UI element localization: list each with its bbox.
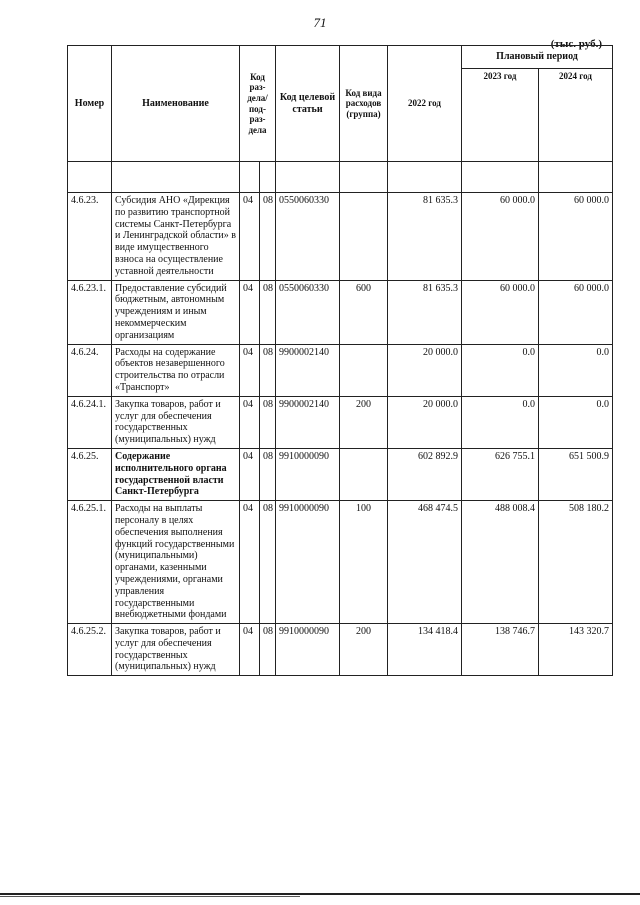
header-target: Код целевой статьи — [276, 46, 340, 162]
row-2023-cell: 138 746.7 — [462, 624, 539, 676]
row-2024-cell: 143 320.7 — [539, 624, 613, 676]
page-number: 71 — [313, 15, 327, 30]
row-expense-cell — [340, 193, 388, 281]
table-row — [68, 193, 613, 281]
row-2024-cell: 0.0 — [539, 344, 613, 396]
row-section-cell: 04 — [240, 280, 260, 344]
header-2022: 2022 год — [388, 46, 462, 162]
bottom-rule — [0, 893, 640, 895]
header-section: Код раз-дела/ под-раз-дела — [240, 46, 276, 162]
units-label: (тыс. руб.) — [550, 38, 602, 50]
row-expense-cell — [340, 344, 388, 396]
row-2022-cell: 20 000.0 — [388, 396, 462, 448]
row-name-cell: Расходы на содержание объектов незавершенного строительства по отрасли «Транспорт» — [112, 344, 240, 396]
row-section-cell: 04 — [240, 344, 260, 396]
row-target-cell: 0550060330 — [276, 193, 340, 281]
row-2023-cell: 626 755.1 — [462, 448, 539, 500]
row-number-cell: 4.6.25.2. — [68, 624, 112, 676]
row-subsection-cell: 08 — [260, 501, 276, 624]
row-subsection-cell: 08 — [260, 193, 276, 281]
bottom-rule-thin — [0, 896, 300, 897]
row-expense-cell — [340, 448, 388, 500]
row-2022-cell: 134 418.4 — [388, 624, 462, 676]
row-2022-cell: 81 635.3 — [388, 280, 462, 344]
row-section-cell: 04 — [240, 396, 260, 448]
row-expense-cell: 600 — [340, 280, 388, 344]
row-section-cell: 04 — [240, 624, 260, 676]
table-row — [68, 624, 613, 676]
row-subsection-cell: 08 — [260, 448, 276, 500]
row-2022-cell: 20 000.0 — [388, 344, 462, 396]
row-expense-cell: 100 — [340, 501, 388, 624]
row-2024-cell: 0.0 — [539, 396, 613, 448]
row-subsection-cell: 08 — [260, 624, 276, 676]
row-2024-cell: 651 500.9 — [539, 448, 613, 500]
table-row — [68, 448, 613, 500]
row-number-cell: 4.6.24. — [68, 344, 112, 396]
row-target-cell: 9910000090 — [276, 501, 340, 624]
row-2023-cell: 488 008.4 — [462, 501, 539, 624]
row-name-cell: Субсидия АНО «Дирекция по развитию транспортной системы Санкт-Петербурга и Ленинградской области» в виде имущественного взноса на осуществление уставной деятельности — [112, 193, 240, 281]
row-target-cell: 9910000090 — [276, 448, 340, 500]
row-target-cell: 0550060330 — [276, 280, 340, 344]
table-row — [68, 501, 613, 624]
row-target-cell: 9900002140 — [276, 344, 340, 396]
row-name-cell: Расходы на выплаты персоналу в целях обеспечения выполнения функций государственными (муниципальными) органами, казенными учреждениями, органами управления государственными внебюджетными фондами — [112, 501, 240, 624]
header-expense: Код вида расходов (группа) — [340, 46, 388, 162]
row-2022-cell: 81 635.3 — [388, 193, 462, 281]
row-target-cell: 9900002140 — [276, 396, 340, 448]
spacer-row — [68, 162, 613, 193]
row-subsection-cell: 08 — [260, 396, 276, 448]
row-number-cell: 4.6.25. — [68, 448, 112, 500]
row-2023-cell: 60 000.0 — [462, 193, 539, 281]
row-section-cell: 04 — [240, 193, 260, 281]
row-number-cell: 4.6.24.1. — [68, 396, 112, 448]
row-section-cell: 04 — [240, 448, 260, 500]
table-row — [68, 344, 613, 396]
row-2023-cell: 0.0 — [462, 344, 539, 396]
header-name: Наименование — [112, 46, 240, 162]
row-2022-cell: 468 474.5 — [388, 501, 462, 624]
row-number-cell: 4.6.25.1. — [68, 501, 112, 624]
header-plan-period: Плановый период — [462, 46, 613, 69]
row-2024-cell: 60 000.0 — [539, 280, 613, 344]
row-2024-cell: 508 180.2 — [539, 501, 613, 624]
header-number: Номер — [68, 46, 112, 162]
row-target-cell: 9910000090 — [276, 624, 340, 676]
budget-table — [67, 45, 613, 676]
row-section-cell: 04 — [240, 501, 260, 624]
row-2022-cell: 602 892.9 — [388, 448, 462, 500]
row-name-cell: Закупка товаров, работ и услуг для обеспечения государственных (муниципальных) нужд — [112, 624, 240, 676]
table-row — [68, 396, 613, 448]
row-number-cell: 4.6.23. — [68, 193, 112, 281]
row-2023-cell: 0.0 — [462, 396, 539, 448]
row-number-cell: 4.6.23.1. — [68, 280, 112, 344]
row-subsection-cell: 08 — [260, 280, 276, 344]
row-2024-cell: 60 000.0 — [539, 193, 613, 281]
header-2024: 2024 год — [539, 69, 613, 162]
row-expense-cell: 200 — [340, 396, 388, 448]
row-name-cell: Предоставление субсидий бюджетным, автономным учреждениям и иным некоммерческим организациям — [112, 280, 240, 344]
row-name-cell: Закупка товаров, работ и услуг для обеспечения государственных (муниципальных) нужд — [112, 396, 240, 448]
row-expense-cell: 200 — [340, 624, 388, 676]
table-row — [68, 280, 613, 344]
header-2023: 2023 год — [462, 69, 539, 162]
row-name-cell: Содержание исполнительного органа государственной власти Санкт-Петербурга — [112, 448, 240, 500]
row-2023-cell: 60 000.0 — [462, 280, 539, 344]
row-subsection-cell: 08 — [260, 344, 276, 396]
